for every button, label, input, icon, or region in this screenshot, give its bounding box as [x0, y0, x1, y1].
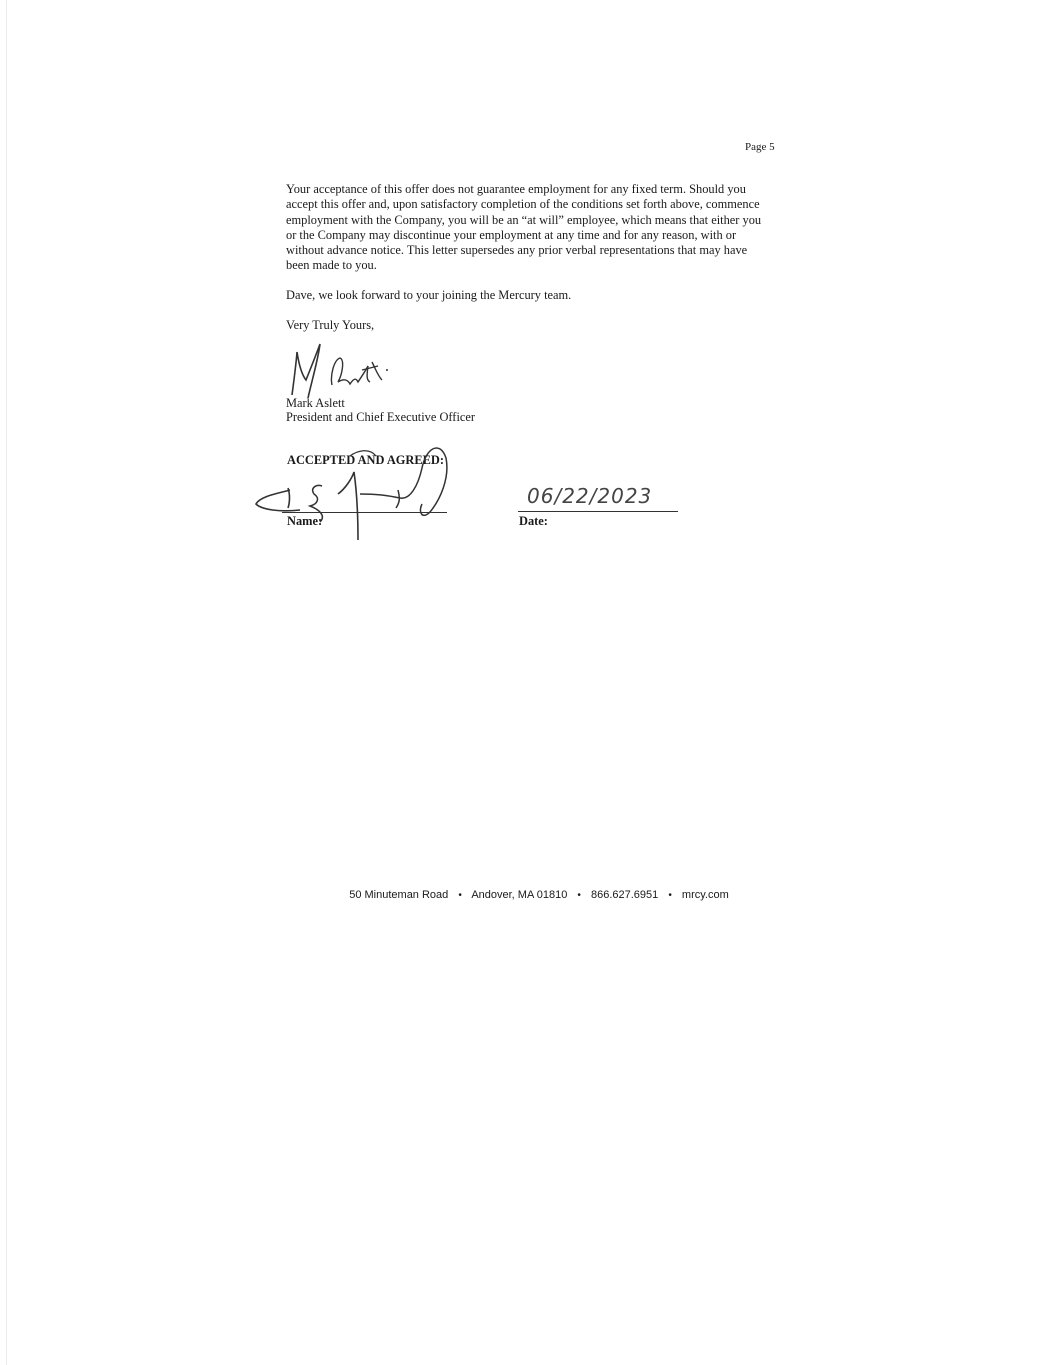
- paragraph-line: Your acceptance of this offer does not guarantee employment for any fixed term. Should you: [286, 182, 746, 196]
- paragraph-line: without advance notice. This letter supersedes any prior verbal representations that may have: [286, 243, 748, 258]
- employee-signature: [250, 438, 460, 548]
- paragraph-line: or the Company may discontinue your employment at any time and for any reason, with or: [286, 227, 737, 242]
- handwritten-date: 06/22/2023: [527, 484, 653, 508]
- date-signature-line: [518, 511, 678, 512]
- page-number: Page 5: [745, 141, 775, 153]
- employment-terms-paragraph: [286, 182, 786, 274]
- name-signature-line: [282, 512, 447, 513]
- signer-title: President and Chief Executive Officer: [286, 410, 476, 424]
- footer-website: mrcy.com: [681, 889, 729, 901]
- paragraph-line: been made to you.: [286, 258, 377, 273]
- date-label: Date:: [519, 514, 548, 528]
- acceptance-heading: ACCEPTED AND AGREED:: [287, 453, 444, 467]
- footer-separator: •: [577, 890, 581, 901]
- name-label: Name:: [287, 514, 323, 528]
- footer-city: Andover, MA 01810: [471, 889, 568, 901]
- welcome-paragraph: Dave, we look forward to your joining the Mercury team.: [286, 288, 572, 302]
- ceo-signature: [282, 340, 402, 400]
- closing-salutation: Very Truly Yours,: [286, 318, 375, 332]
- paragraph-line: accept this offer and, upon satisfactory completion of the conditions set forth above, commence: [286, 197, 760, 212]
- footer-separator: •: [458, 890, 462, 901]
- letterhead-footer: [0, 889, 1055, 901]
- footer-phone: 866.627.6951: [590, 889, 659, 901]
- signer-name: Mark Aslett: [286, 396, 345, 410]
- footer-address: 50 Minuteman Road: [349, 889, 449, 901]
- paragraph-line: employment with the Company, you will be an “at will” employee, which means that either you: [286, 212, 762, 227]
- scan-edge: [6, 0, 7, 1365]
- footer-separator: •: [668, 890, 672, 901]
